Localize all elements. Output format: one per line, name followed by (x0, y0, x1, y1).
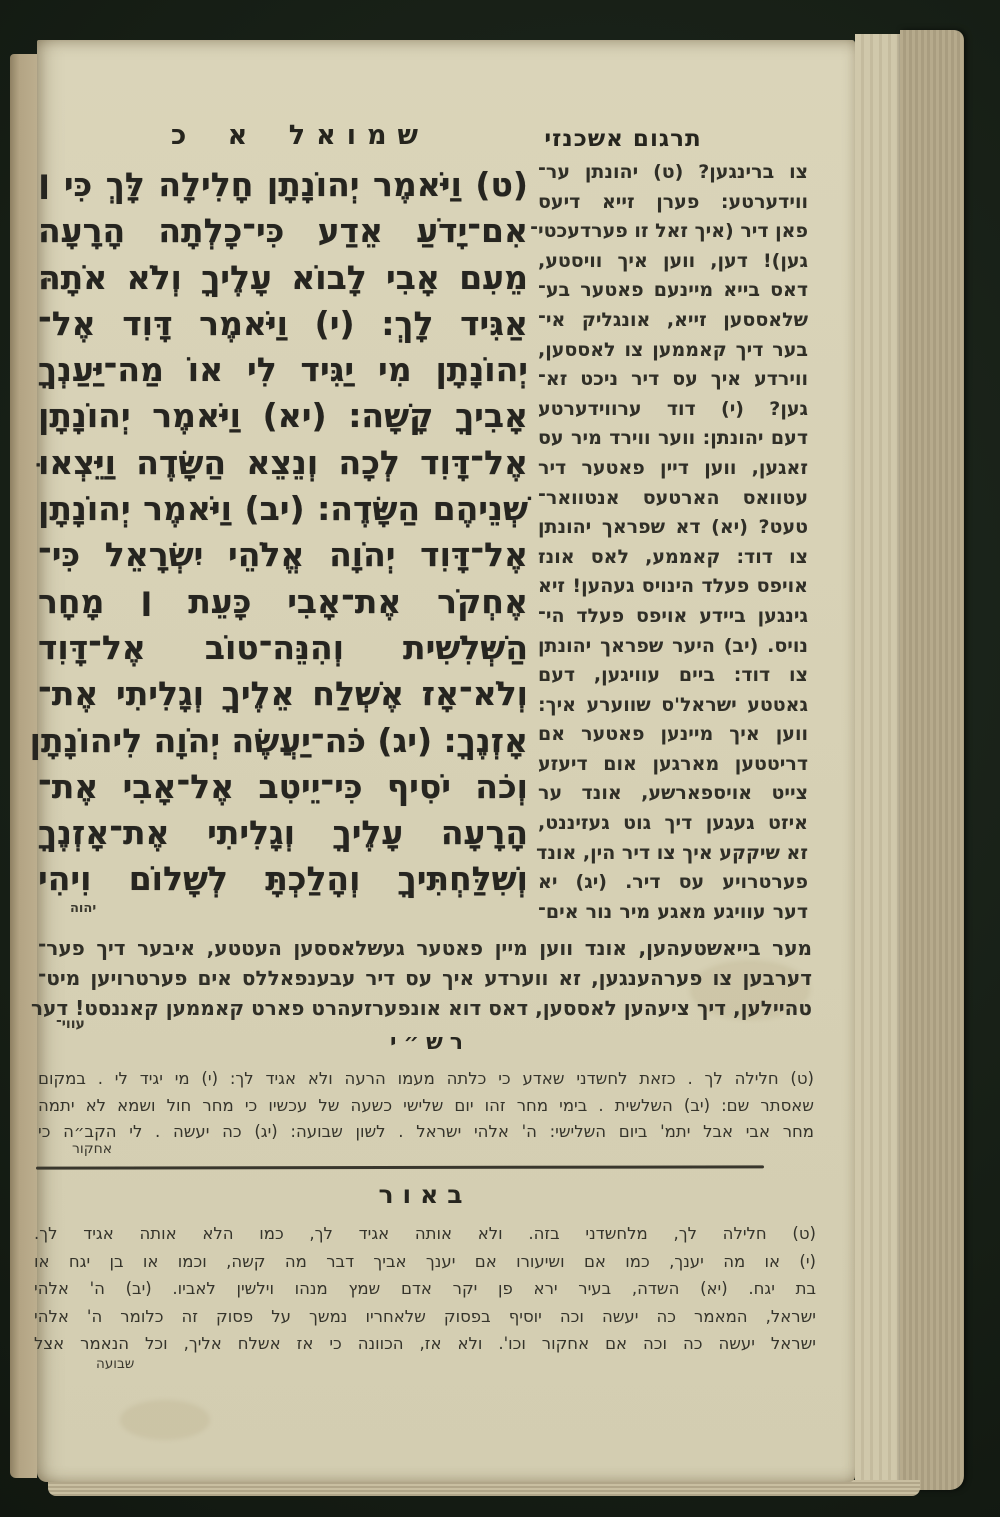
text-line: מער בייאשטעהען, אונד ווען מיין פאטער געשלאססען העטטע, איבער דיך פער־ (38, 936, 812, 960)
text-line: וְשִׁלַּחְתִּיךָ וְהָלַכְתָּ לְשָׁלוֹם וִיהִי (38, 859, 528, 899)
text-line: מֵעִם אָבִי לָבוֹא עָלֶיךָ וְלֹא אֹתָהּ (38, 257, 528, 297)
text-line: ווידערטע: פערן זייא דיעס (538, 190, 808, 213)
rashi-catchword: אחקור (72, 1141, 113, 1157)
text-line: איזט געגען דיך גוט געזיננט, (538, 812, 808, 835)
text-line: אָבִיךָ קָשָׁה: (יא) וַיֹּאמֶר יְהוֹנָתָן (38, 396, 528, 436)
text-line: דריטטען מארגען אום דיעזע (538, 752, 808, 775)
biur-commentary-text (34, 1220, 816, 1358)
text-line: עטוואס הארטעס אנטוואר־ (538, 486, 808, 509)
page-fore-edge-stack (900, 30, 964, 1490)
text-line: בת יגח. (יא) השדה, בעיר ירא פן יקר אדם שמץ מנהו וילשין לאביו. (יב) ה' אלהי (34, 1279, 816, 1299)
text-line: ווען איך מיינען פאטער אם (538, 723, 808, 746)
text-line: גינגען ביידע אויפס פעלד הי־ (538, 604, 808, 627)
text-line: טהיילען, דיך ציעהען לאססען, דאס דוא אונפערזעהרט פארט קאממען קאננסט! דער (30, 996, 812, 1020)
text-line: גאטטע ישראל'ס שווערע איך: (538, 693, 808, 716)
bible-column-header: שמואל א כ (170, 120, 430, 151)
text-line: שאסתר שם: (יב) השלשית . בימי מחר זהו יום שלישי כשעה של עכשיו כי מחר חול ושמא לא יתמה (38, 1095, 814, 1115)
text-line: אויפס פעלד הינויס געהען! זיא (538, 575, 808, 598)
text-line: צו ברינגען? (ט) יהונתן ער־ (538, 161, 808, 183)
text-line: אָזְנֶךָ: (יג) כֹּה־יַעֲשֶׂה יְהֹוָה לִיהוֹנָתָן (29, 720, 528, 760)
text-line: דערבען צו פערהענגען, זא ווערדע איך עס דיר עבענפאללס אים פערטרויען מיט־ (38, 966, 812, 990)
text-line: מחר אבי אבל יתמ' ביום השלישי: ה' אלהי ישראל . לשון שבועה: (יג) כה יעשה . לי הקב״ה כי (38, 1122, 814, 1141)
bible-catchword: יהוה (70, 901, 97, 916)
text-line: וְכֹה יֹסִיף כִּי־יֵיטִב אֶל־אָבִי אֶת־ (38, 766, 528, 806)
text-line: פערטרויע עס דיר. (יג) יא (538, 871, 808, 894)
text-line: יְהוֹנָתָן מִי יַגִּיד לִי אוֹ מַה־יַּעַנְךָ (38, 350, 528, 390)
text-line: וְלֹא־אָז אֶשְׁלַח אֵלֶיךָ וְגָלִיתִי אֶת־ (38, 674, 528, 714)
rashi-section-header: רש״י (389, 1030, 471, 1055)
targum-catchword: עווי־ (56, 1016, 85, 1032)
text-line: דער עוויגע מאגע מיר נור אים־ (538, 900, 808, 923)
text-line: זא שיקקע איך צו דיר הין, אונד (536, 841, 808, 864)
rashi-commentary-text (38, 1066, 814, 1146)
text-line: אֶל־דָּוִד יְהֹוָה אֱלֹהֵי יִשְׂרָאֵל כִּי־ (38, 535, 528, 575)
targum-column-header: תרגום אשכנזי (544, 126, 702, 152)
text-line: ישראל, המאמר כה יעשה וכה יוסיף בפסוק שלאחריו נמשך על פסוק זה כלומר ה' אלהי (34, 1306, 816, 1326)
targum-continuation-paragraph (30, 933, 812, 1023)
text-line: אֶחְקֹר אֶת־אָבִי כָּעֵת ׀ מָחָר (38, 581, 528, 621)
text-line: צו דוד: ביים עוויגען, דעם (538, 664, 808, 687)
text-line: הָרָעָה עָלֶיךָ וְגָלִיתִי אֶת־אָזְנֶךָ (38, 813, 528, 853)
text-line: דאס בייא מיינעם פאטער בע־ (538, 279, 808, 302)
page-fore-edge-light (855, 34, 900, 1486)
text-line: (י) או מה יענך, כמו אם ושיעורו אם יענך אביך דבר מה קשה, וכמו או בן יגח או (34, 1251, 816, 1271)
text-line: ישראל יעשה כה וכה אם אחקור וכו'. ולא אז, הכוונה כי אז אשלח אליך, וכל הנאמר אצל (34, 1334, 816, 1354)
text-line: גען? (י) דוד ערווידערטע (538, 397, 808, 420)
text-line: הַשְּׁלִשִׁית וְהִנֵּה־טוֹב אֶל־דָּוִד (38, 627, 528, 667)
book-gutter-page-edge (10, 54, 37, 1478)
text-line: צייט אויספארשע, אונד ער (538, 782, 808, 805)
paper-stain (120, 1400, 210, 1440)
text-line: טעט? (יא) דא שפראך יהונתן (538, 516, 808, 539)
text-line: צו דוד: קאממע, לאס אונז (538, 545, 808, 568)
biur-section-header: באור (378, 1180, 472, 1209)
text-line: פאן דיר (איך זאל זו פערדעכטי־ (530, 220, 808, 243)
bottom-page-stack (48, 1480, 920, 1496)
text-line: זאגען, ווען דיין פאטער דיר (538, 456, 808, 479)
text-line: (ט) חלילה לך . כזאת לחשדני שאדע כי כלתה מעמו הרעה ולא אגיד לך: (י) מי יגיד לי . במקום (38, 1069, 814, 1088)
text-line: גען)! דען, ווען איך וויסטע, (538, 249, 808, 272)
text-line: שלאססען זייא, אונגליק אי־ (538, 308, 808, 331)
text-line: בער דיך קאממען צו לאססען, (538, 338, 808, 361)
text-line: דעם יהונתן: ווער ווירד מיר עס (538, 427, 808, 450)
text-line: אִם־יָדֹעַ אֵדַע כִּי־כָלְתָה הָרָעָה (38, 211, 528, 251)
text-line: ווירדע איך עס דיר ניכט זא־ (538, 368, 808, 391)
bible-text-column (29, 162, 528, 903)
biur-catchword: שבועה (96, 1356, 135, 1372)
text-line: (ט) וַיֹּאמֶר יְהוֹנָתָן חָלִילָה לָּךְ כִּי ׀ (38, 165, 528, 204)
text-line: (ט) חלילה לך, מלחשדני בזה. ולא אותה אגיד לך, כמו הלא אותה אגיד לך. (34, 1224, 816, 1243)
text-line: נויס. (יב) היער שפראך יהונתן (538, 634, 808, 657)
text-line: אֶל־דָּוִד לְכָה וְנֵצֵא הַשָּׂדֶה וַיֵּצְאוּ (38, 442, 528, 482)
text-line: אַגִּיד לָךְ: (י) וַיֹּאמֶר דָּוִד אֶל־ (38, 303, 528, 343)
text-line: שְׁנֵיהֶם הַשָּׂדֶה: (יב) וַיֹּאמֶר יְהוֹנָתָן (38, 489, 528, 529)
targum-text-column (530, 158, 808, 927)
